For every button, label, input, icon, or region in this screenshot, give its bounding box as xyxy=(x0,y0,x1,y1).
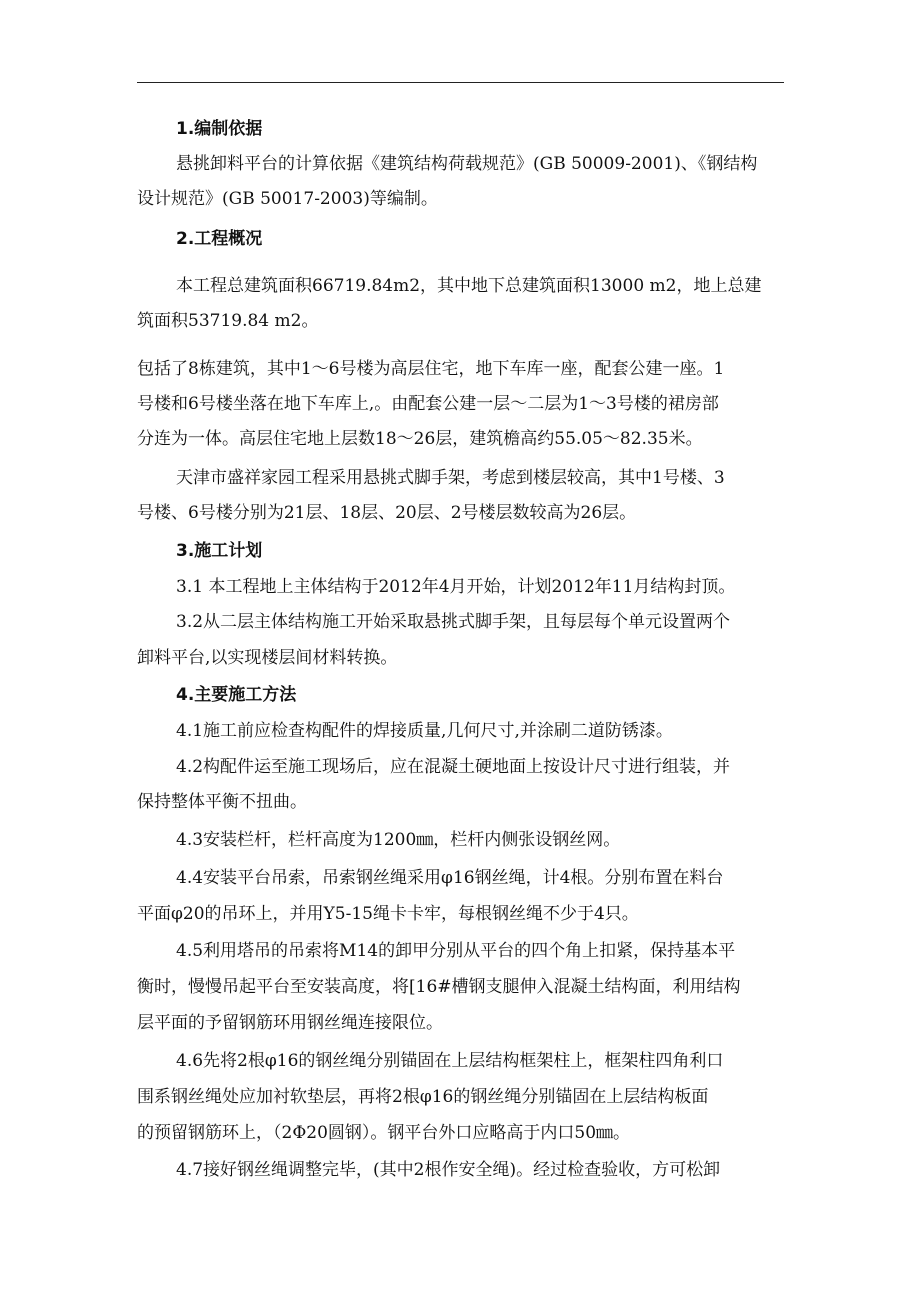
paragraph-line: 4.6先将2根φ16的钢丝绳分别锚固在上层结构框架柱上，框架柱四角利口 xyxy=(176,1051,724,1071)
paragraph-line: 悬挑卸料平台的计算依据《建筑结构荷载规范》(GB 50009-2001)、《钢结构 xyxy=(176,154,758,174)
paragraph-line: 4.2构配件运至施工现场后，应在混凝土硬地面上按设计尺寸进行组装，并 xyxy=(176,757,731,777)
paragraph-line: 卸料平台,以实现楼层间材料转换。 xyxy=(137,648,398,668)
paragraph-line: 4.5利用塔吊的吊索将M14的卸甲分别从平台的四个角上扣紧，保持基本平 xyxy=(176,941,736,961)
paragraph-line: 保持整体平衡不扭曲。 xyxy=(137,792,307,812)
paragraph-line: 4.7接好钢丝绳调整完毕，(其中2根作安全绳)。经过检查验收，方可松卸 xyxy=(176,1160,721,1180)
heading-methods: 4.主要施工方法 xyxy=(176,685,297,705)
paragraph-line: 筑面积53719.84 m2。 xyxy=(137,311,319,331)
paragraph-line: 4.3安装栏杆，栏杆高度为1200㎜，栏杆内侧张设钢丝网。 xyxy=(176,830,621,850)
paragraph-line: 分连为一体。高层住宅地上层数18～26层，建筑檐高约55.05～82.35米。 xyxy=(137,429,703,449)
heading-basis: 1.编制依据 xyxy=(176,119,263,139)
paragraph-line: 4.4安装平台吊索，吊索钢丝绳采用φ16钢丝绳，计4根。分别布置在料台 xyxy=(176,868,724,888)
paragraph-line: 设计规范》(GB 50017-2003)等编制。 xyxy=(137,189,438,209)
paragraph-line: 层平面的予留钢筋环用钢丝绳连接限位。 xyxy=(137,1013,443,1033)
paragraph-line: 衡时，慢慢吊起平台至安装高度，将[16#槽钢支腿伸入混凝土结构面，利用结构 xyxy=(137,977,741,997)
paragraph-line: 平面φ20的吊环上，并用Y5-15绳卡卡牢，每根钢丝绳不少于4只。 xyxy=(137,904,639,924)
paragraph-line: 本工程总建筑面积66719.84m2，其中地下总建筑面积13000 m2，地上总建 xyxy=(176,276,762,296)
paragraph-line: 4.1施工前应检查构配件的焊接质量,几何尺寸,并涂刷二道防锈漆。 xyxy=(176,721,673,741)
paragraph-line: 围系钢丝绳处应加衬软垫层，再将2根φ16的钢丝绳分别锚固在上层结构板面 xyxy=(137,1087,709,1107)
heading-overview: 2.工程概况 xyxy=(176,229,263,249)
header-rule xyxy=(137,82,784,83)
paragraph-line: 号楼、6号楼分别为21层、18层、20层、2号楼层数较高为26层。 xyxy=(137,503,637,523)
paragraph-line: 3.2从二层主体结构施工开始采取悬挑式脚手架，且每层每个单元设置两个 xyxy=(176,612,731,632)
heading-plan: 3.施工计划 xyxy=(176,541,263,561)
paragraph-line: 号楼和6号楼坐落在地下车库上,。由配套公建一层～二层为1～3号楼的裙房部 xyxy=(137,394,719,414)
paragraph-line: 包括了8栋建筑，其中1～6号楼为高层住宅，地下车库一座，配套公建一座。1 xyxy=(137,359,725,379)
paragraph-line: 天津市盛祥家园工程采用悬挑式脚手架，考虑到楼层较高，其中1号楼、3 xyxy=(176,468,725,488)
paragraph-line: 的预留钢筋环上，（2Φ20圆钢）。钢平台外口应略高于内口50㎜。 xyxy=(137,1123,631,1143)
paragraph-line: 3.1 本工程地上主体结构于2012年4月开始，计划2012年11月结构封顶。 xyxy=(176,577,736,597)
